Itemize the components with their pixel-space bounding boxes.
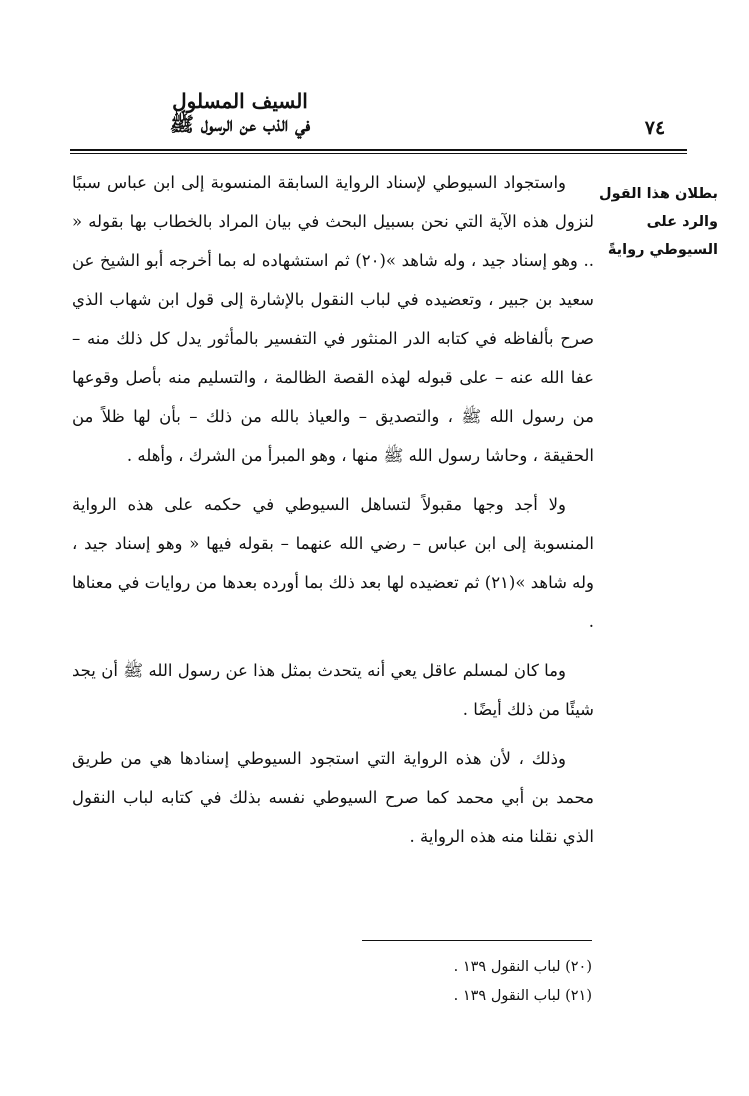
margin-note-line-3: السيوطي روايةً	[607, 242, 718, 258]
paragraph-2: ولا أجد وجها مقبولاً لتساهل السيوطي في حكمه على هذه الرواية المنسوبة إلى ابن عباس – رضي الله عنهما – بقوله فيها « وهو إسناد جيد ، وله شاهد »(٢١) ثم تعضيده لها بعد ذلك بما أورده بعدها من روايات في معناها .	[72, 495, 595, 631]
header-title-line-2: في الذب عن الرسول ﷺ	[169, 112, 311, 136]
margin-note	[598, 180, 718, 264]
margin-note-line-2: والرد على	[646, 214, 718, 230]
margin-note-line-1: بطلان هذا القول	[599, 186, 718, 202]
paragraph-3: وما كان لمسلم عاقل يعي أنه يتحدث بمثل هذا عن رسول الله ﷺ أن يجد شيئًا من ذلك أيضًا .	[72, 661, 594, 719]
footnote-divider	[362, 940, 592, 941]
footnotes	[330, 953, 592, 1011]
running-header-title	[90, 90, 390, 136]
paragraph-4: وذلك ، لأن هذه الرواية التي استجود السيوطي إسنادها هي من طريق محمد بن أبي محمد كما صرح السيوطي نفسه بذلك في كتابه لباب النقول الذي نقلنا منه هذه الرواية .	[72, 749, 594, 846]
paragraph-1: واستجواد السيوطي لإسناد الرواية السابقة المنسوبة إلى ابن عباس سببًا لنزول هذه الآية التي نحن بسبيل البحث في بيان المراد بالخطاب بها بقوله « .. وهو إسناد جيد ، وله شاهد »(٢٠) ثم استشهاده له بما أخرجه أبو الشيخ عن سعيد بن جبير ، وتعضيده في لباب النقول بالإشارة إلى قول ابن شهاب الذي صرح بألفاظه في كتابه الدر المنثور في التفسير بالمأثور يدل كل ذلك منه – عفا الله عنه – على قبوله لهذه القصة الظالمة ، والتسليم منه بأصل وقوعها من رسول الله ﷺ ، والتصديق – والعياذ بالله من ذلك – بأن لها ظلاً من الحقيقة ، وحاشا رسول الله ﷺ منها ، وهو المبرأ من الشرك ، وأهله .	[72, 173, 594, 465]
header-title-line-1: السيف المسلول	[172, 89, 308, 113]
main-text	[72, 163, 594, 866]
page-number: ٧٤	[644, 117, 666, 139]
footnote-21: (٢١) لباب النقول ١٣٩ .	[453, 988, 592, 1004]
footnote-20: (٢٠) لباب النقول ١٣٩ .	[453, 959, 592, 975]
header-divider	[70, 149, 687, 154]
